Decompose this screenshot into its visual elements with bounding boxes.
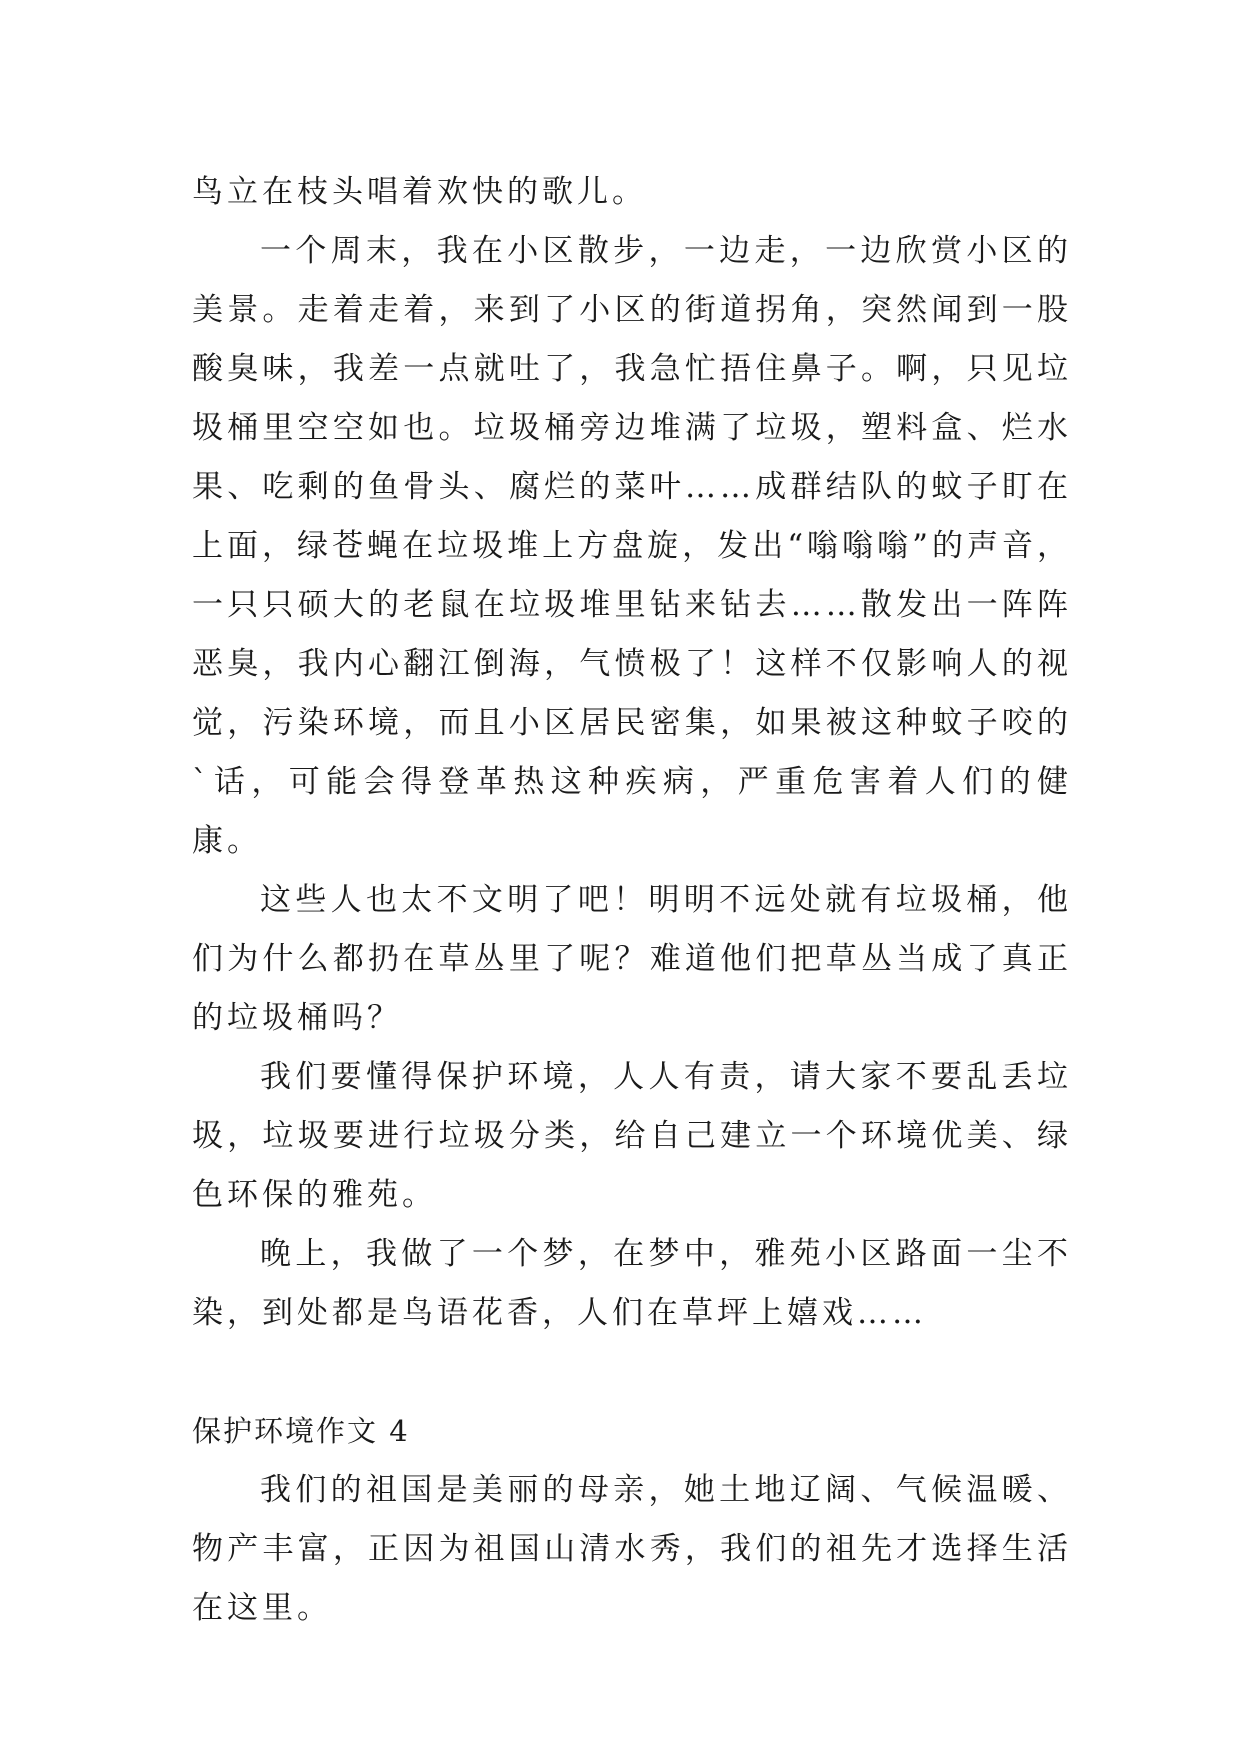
section-title: 保护环境作文 4 (192, 1414, 410, 1448)
paragraph-1: 鸟立在枝头唱着欢快的歌儿。 (192, 174, 647, 210)
document-page (192, 163, 1072, 1638)
paragraph-6: 我们的祖国是美丽的母亲，她土地辽阔、气候温暖、物产丰富，正因为祖国山清水秀，我们的祖先才选择生活在这里。 (192, 1472, 1072, 1626)
paragraph-4: 我们要懂得保护环境，人人有责，请大家不要乱丢垃圾，垃圾要进行垃圾分类，给自己建立一个环境优美、绿色环保的雅苑。 (192, 1059, 1072, 1213)
paragraph-3: 这些人也太不文明了吧！明明不远处就有垃圾桶，他们为什么都扔在草丛里了呢？难道他们把草丛当成了真正的垃圾桶吗？ (192, 882, 1072, 1036)
paragraph-5: 晚上，我做了一个梦，在梦中，雅苑小区路面一尘不染，到处都是鸟语花香，人们在草坪上嬉戏…… (192, 1236, 1072, 1331)
paragraph-2: 一个周末，我在小区散步，一边走，一边欣赏小区的美景。走着走着，来到了小区的街道拐角，突然闻到一股酸臭味，我差一点就吐了，我急忙捂住鼻子。啊，只见垃圾桶里空空如也。垃圾桶旁边堆满了垃圾，塑料盒、烂水果、吃剩的鱼骨头、腐烂的菜叶……成群结队的蚊子盯在上面，绿苍蝇在垃圾堆上方盘旋，发出“嗡嗡嗡”的声音，一只只硕大的老鼠在垃圾堆里钻来钻去……散发出一阵阵恶臭，我内心翻江倒海，气愤极了！这样不仅影响人的视觉，污染环境，而且小区居民密集，如果被这种蚊子咬的`话，可能会得登革热这种疾病，严重危害着人们的健康。 (192, 233, 1072, 859)
section-gap (192, 1343, 1072, 1402)
